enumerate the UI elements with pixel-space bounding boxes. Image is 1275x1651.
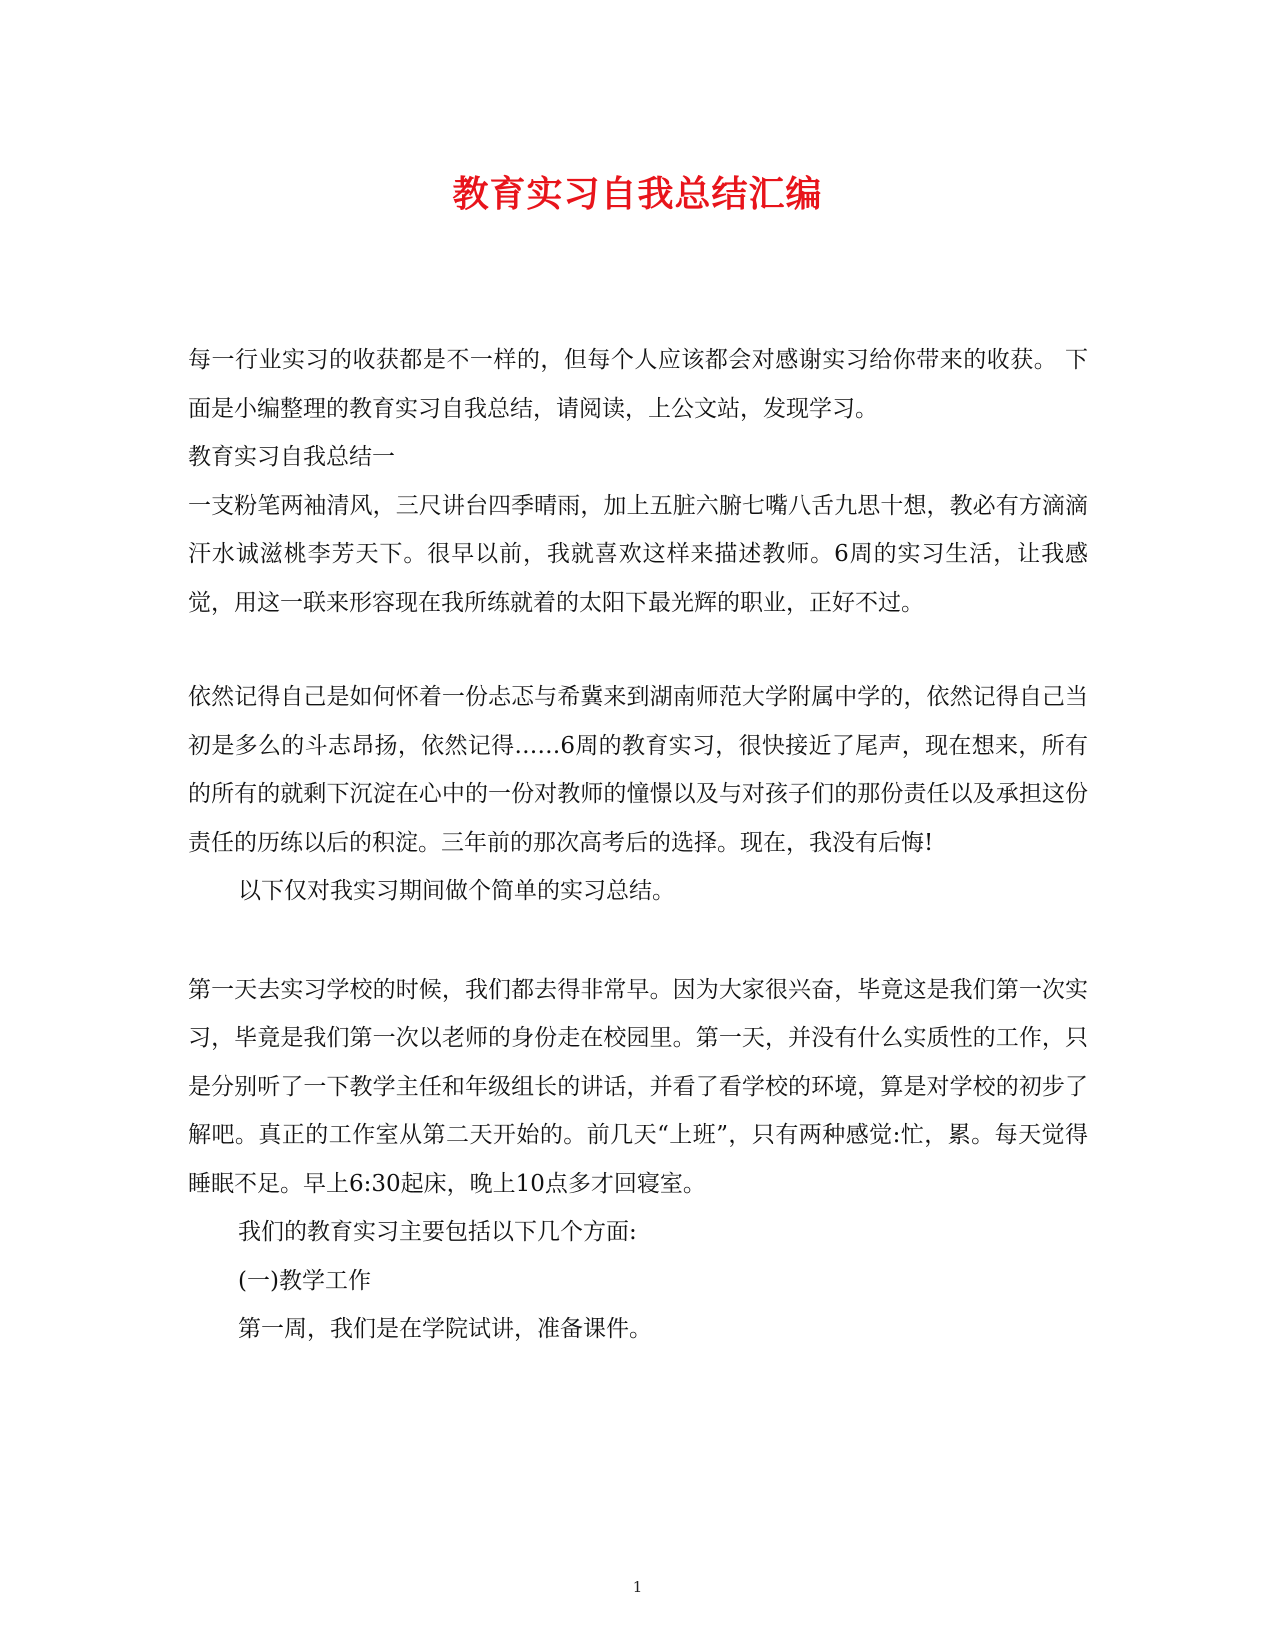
paragraph-first-week: 第一周，我们是在学院试讲，准备课件。 (238, 1316, 652, 1342)
subheading-teaching-work: (一)教学工作 (238, 1267, 371, 1294)
document-body (188, 336, 1088, 1354)
intro-paragraph: 每一行业实习的收获都是不一样的，但每个人应该都会对感谢实习给你带来的收获。 下面是小编整理的教育实习自我总结，请阅读，上公文站，发现学习。 (188, 347, 1088, 422)
paragraph-summary-intro: 以下仅对我实习期间做个简单的实习总结。 (238, 878, 675, 904)
paragraph-teacher-couplet: 一支粉笔两袖清风，三尺讲台四季晴雨，加上五脏六腑七嘴八舌九思十想，教必有方滴滴汗水诚滋桃李芳天下。很早以前，我就喜欢这样来描述教师。6周的实习生活，让我感觉，用这一联来形容现在我所练就着的太阳下最光辉的职业，正好不过。 (188, 492, 1088, 616)
document-title: 教育实习自我总结汇编 (452, 173, 823, 215)
page-number: 1 (632, 1578, 643, 1596)
paragraph-spacer (188, 627, 1088, 673)
paragraph-aspects: 我们的教育实习主要包括以下几个方面: (238, 1219, 637, 1245)
section-heading-summary-one: 教育实习自我总结一 (188, 444, 395, 470)
paragraph-spacer (188, 916, 1088, 966)
paragraph-first-day: 第一天去实习学校的时候，我们都去得非常早。因为大家很兴奋，毕竟这是我们第一次实习，毕竟是我们第一次以老师的身份走在校园里。第一天，并没有什么实质性的工作，只是分别听了一下教学主任和年级组长的讲话，并看了看学校的环境，算是对学校的初步了解吧。真正的工作室从第二天开始的。前几天“上班”，只有两种感觉:忙，累。每天觉得睡眠不足。早上6:30起床，晚上10点多才回寝室。 (188, 976, 1088, 1197)
paragraph-memories: 依然记得自己是如何怀着一份忐忑与希冀来到湖南师范大学附属中学的，依然记得自己当初是多么的斗志昂扬，依然记得……6周的教育实习，很快接近了尾声，现在想来，所有的所有的就剩下沉淀在心中的一份对教师的憧憬以及与对孩子们的那份责任以及承担这份责任的历练以后的积淀。三年前的那次高考后的选择。现在，我没有后悔! (188, 684, 1088, 856)
